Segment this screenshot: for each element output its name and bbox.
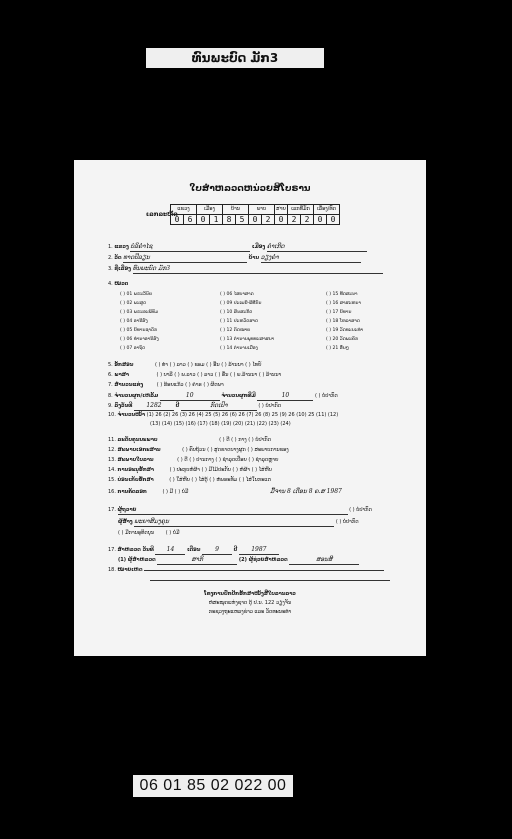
category-option: ( ) 06 ທຳນາອານິສົງ xyxy=(120,337,159,342)
survey-month: 9 xyxy=(202,547,232,555)
field-num: 3. xyxy=(108,266,113,272)
condition-options: ( ) ດີ ( ) ປານກາງ ( ) ຊຳລຸດເປື່ອຍ ( ) ຊຳລຸດຫຼາຍ xyxy=(177,457,279,463)
surveyor-2: ສອນສີ xyxy=(289,557,359,565)
script-options: ( ) ທຳ ( ) ລາວ ( ) ຂອມ ( ) ອື່ນ ( ) ລ້ານນາ ( ) ໄທຍ໌ xyxy=(154,362,262,368)
field-num: 10. xyxy=(108,412,116,418)
code-digit: 0 xyxy=(197,215,210,225)
code-label: ເລກລະຫັດ xyxy=(146,211,178,218)
copying-options: ( ) ມີ ( ) ບໍ່ມີ xyxy=(162,489,189,495)
title-value: ທົນພະບົດ ມັກ3 xyxy=(133,266,383,274)
field-pages xyxy=(108,413,338,419)
bundle-present: 10 xyxy=(257,393,313,401)
field-num: 9. xyxy=(108,403,113,409)
field-num: 14. xyxy=(108,467,116,473)
field-remarks xyxy=(108,568,384,574)
field-label: ເມືອງ xyxy=(252,244,266,250)
field-label: (2) ຜູ້ຊ່ວຍສຳຫລວດ xyxy=(238,557,288,563)
survey-day: 14 xyxy=(155,547,185,555)
date-year: 1282 xyxy=(134,403,174,411)
field-label: ໝວດ xyxy=(114,281,129,287)
field-label: ຈຳນວນຜູກ/ເຫລັ້ມ xyxy=(114,393,159,399)
field-label: (1) ຜູ້ສຳຫລວດ xyxy=(118,557,156,563)
copying-date: ມື້ຈານ 8 ເດືອນ 8 ຄ.ສ 1987 xyxy=(269,488,342,495)
category-option: ( ) 01 ພຣະວິນັຍ xyxy=(120,292,153,297)
field-bundles xyxy=(108,393,338,401)
field-num: 18. xyxy=(108,567,116,573)
code-digit: 1 xyxy=(210,215,223,225)
code-header: ສາຍ xyxy=(275,205,288,215)
creator-value: ພະຍາສີມງຄຸນ xyxy=(134,519,334,527)
category-option: ( ) 06 ໄສຍາສາດ xyxy=(220,292,254,297)
date-cycle: ກົດເປົາ xyxy=(181,403,257,411)
bundle-count: 10 xyxy=(160,393,220,401)
field-num: 16. xyxy=(108,489,116,495)
footer-project: ໂຄງການປົກປັກຮັກສາໜັງສືໃບລານລາວ xyxy=(204,591,296,597)
code-digit: 0 xyxy=(314,215,327,225)
field-label: ຈຳນວນຜູກທີ່ມີ xyxy=(221,393,256,399)
surveyor-1: ສາກິ xyxy=(157,557,237,565)
field-label: ອັກສອນ xyxy=(114,362,134,368)
survey-year: 1987 xyxy=(239,547,279,555)
code-digit: 8 xyxy=(223,215,236,225)
field-completeness xyxy=(108,448,289,454)
category-option: ( ) 15 ທີດສະນາ xyxy=(326,292,358,297)
province-value: ບໍລິຄຳໄຊ xyxy=(130,244,250,252)
field-creator xyxy=(118,519,359,527)
code-digit: 0 xyxy=(327,215,340,225)
field-label: ການຄັດລອກ xyxy=(117,489,147,495)
field-num: 15. xyxy=(108,477,116,483)
category-option: ( ) 17 ນິທານ xyxy=(326,310,352,315)
category-option: ( ) 09 ປະເພນີ-ພີທີກັນ xyxy=(220,301,262,306)
field-num: 5. xyxy=(108,362,113,368)
category-option: ( ) 21 ອື່ນໆ xyxy=(326,346,349,351)
category-option: ( ) 07 ອາຖັດ xyxy=(120,346,146,351)
field-date xyxy=(108,403,281,411)
language-options: ( ) ບາລີ ( ) ພ.ລາວ ( ) ລາວ ( ) ອື່ນ ( ) ພ.ລ້ານນາ ( ) ລ້ານນາ xyxy=(156,372,282,378)
field-label: ລົງວັນທີ xyxy=(114,403,133,409)
field-label: ຊື່ເລື່ອງ xyxy=(114,266,131,272)
field-quality xyxy=(108,438,271,444)
code-digit: 2 xyxy=(288,215,301,225)
field-label: ວັດ xyxy=(114,255,122,261)
field-label: ບ່ອນເກັບຮັກສາ xyxy=(117,477,154,483)
field-label: ບ້ານ xyxy=(248,255,260,261)
field-survey-date xyxy=(108,547,279,555)
field-province xyxy=(108,244,367,252)
field-num: 1. xyxy=(108,244,113,250)
code-digit: 2 xyxy=(301,215,314,225)
field-num: 12. xyxy=(108,447,116,453)
style-options: ( ) ຮ້ອຍແກ້ວ ( ) ຄຳຣ ( ) ຜິດພາ xyxy=(156,382,224,388)
field-label: ປີ xyxy=(233,547,238,553)
field-num: 13. xyxy=(108,457,116,463)
category-option: ( ) 16 ສາສະຫນາ xyxy=(326,301,361,306)
remarks-line-2 xyxy=(150,578,390,584)
category-option: ( ) 20 ວັດພະຄົກ xyxy=(326,337,359,342)
field-num: 4. xyxy=(108,281,113,287)
form-title: ໃບສຳຫລວດຫນ່ວຍສີໂບຣານ xyxy=(189,184,311,194)
code-table xyxy=(170,204,340,225)
field-title xyxy=(108,266,383,274)
category-option: ( ) 05 ນິທານຊາດົກ xyxy=(120,328,158,333)
field-surveyors xyxy=(118,557,359,565)
field-category xyxy=(108,282,128,288)
field-label: ສະພາບເອກະສານ xyxy=(117,447,161,453)
no-dedication-option: ( ) ບໍ່ມີ xyxy=(165,530,180,536)
quality-options: ( ) ດີ ( ) ກາງ ( ) ບໍ່ປາກົດ xyxy=(219,437,271,443)
category-option: ( ) 18 ໂຫລາສາດ xyxy=(326,319,360,324)
code-digit: 0 xyxy=(249,215,262,225)
field-label: ເດືອນ xyxy=(187,547,201,553)
category-option: ( ) 10 ສັນສະກິດ xyxy=(220,310,253,315)
remarks-line xyxy=(144,570,384,571)
field-num: 17. xyxy=(108,547,116,553)
district-value: ຄໍາເກີດ xyxy=(267,244,367,252)
completeness-options: ( ) ຄົບຖ້ວນ ( ) ສູດຂາດບາງຜູກ ( ) ສະພາບການຂອງ xyxy=(182,447,289,453)
footer-ministry: ກະຊວງຖະແຫລງຂ່າວ ແລະ ວັດທະນະທຳ xyxy=(208,609,292,615)
field-label: ແຂວງ xyxy=(114,244,129,250)
field-label: ລະດັບຄຸນນະພາບ xyxy=(117,437,158,443)
category-option: ( ) 11 ປະຫວັດສາດ xyxy=(220,319,259,324)
code-header: ບ້ານ xyxy=(223,205,249,215)
field-label: ສຳຫລວດ ວັນທີ xyxy=(117,547,154,553)
code-header: ເລກທີ່ມັກ xyxy=(288,205,314,215)
field-storage xyxy=(108,478,271,484)
village-value: ວຽງຄໍາ xyxy=(261,255,361,263)
temple-value: ທາດປີລຽນ xyxy=(123,255,247,263)
field-num: 2. xyxy=(108,255,113,261)
field-label: ການອະນຸຮັກສາ xyxy=(117,467,154,473)
unknown-option: ( ) ບໍ່ປາກົດ xyxy=(258,403,282,409)
field-num: 7. xyxy=(108,382,113,388)
unknown-option: ( ) ບໍ່ປາກົດ xyxy=(335,519,359,525)
code-digit: 6 xyxy=(184,215,197,225)
field-label: ຜູ້ສ້າງ xyxy=(118,519,133,525)
field-label: ຈຳນວນໜ້າ xyxy=(117,412,146,418)
survey-form xyxy=(74,160,426,656)
page-counts: (1) 26 (2) 26 (3) 26 (4) 25 (5) 26 (6) 26 (7) 26 (8) 25 (9) 26 (10) 25 (11) (12) xyxy=(146,412,339,418)
field-script xyxy=(108,363,261,369)
field-condition xyxy=(108,458,278,464)
microfilm-code-label: 06 01 85 02 022 00 xyxy=(133,775,293,797)
code-digit: 2 xyxy=(262,215,275,225)
code-header: ເມືອງ xyxy=(197,205,223,215)
field-label: ປີ xyxy=(175,403,180,409)
field-language xyxy=(108,373,281,379)
unknown-option: ( ) ບໍ່ປາກົດ xyxy=(315,393,338,399)
category-option: ( ) 13 ຕຳນານພຸທທະສາສນາ xyxy=(220,337,275,342)
preservation-options: ( ) ປະກຸບຫໍ່ຜ້າ ( ) ມີໄມ້ປະກັບ ( ) ຫໍ່ຜ້າ ( ) ໄສ່ຫີບ xyxy=(169,467,272,473)
field-label: ສຳນວນແຕ່ງ xyxy=(114,382,144,388)
code-header: ເລື່ອງ/ທົດ xyxy=(314,205,340,215)
category-option: ( ) 04 ອານີສົງ xyxy=(120,319,148,324)
category-option: ( ) 03 ພຣະອະພິທັມ xyxy=(120,310,159,315)
code-digit: 0 xyxy=(171,215,184,225)
field-num: 17. xyxy=(108,507,116,513)
microfilm-title-label: ທົນພະບົດ ມັກ3 xyxy=(146,48,324,68)
field-preservation xyxy=(108,468,272,474)
code-header: ແຂວງ xyxy=(171,205,197,215)
field-label: ສະພາບໃບລານ xyxy=(117,457,154,463)
category-option: ( ) 14 ຕຳນານເມືອງ xyxy=(220,346,258,351)
field-style xyxy=(108,383,224,389)
field-num: 6. xyxy=(108,372,113,378)
code-header: ພາບ xyxy=(249,205,275,215)
field-copying xyxy=(108,489,342,496)
category-option: ( ) 02 ພະສູດ xyxy=(120,301,147,306)
code-digit: 5 xyxy=(236,215,249,225)
field-label: ພາສາ xyxy=(114,372,129,378)
field-num: 11. xyxy=(108,437,116,443)
dedication-option: ( ) ມີການອຸທິດບຸນ xyxy=(118,530,155,536)
field-temple xyxy=(108,255,361,263)
field-dedication xyxy=(118,531,179,537)
category-option: ( ) 19 ວັດທະນະທຳ xyxy=(326,328,364,333)
storage-options: ( ) ໃສ່ຫີບ ( ) ໄສ່ຕູ້ ( ) ຫໍພຣະທັມ ( ) ໄສ່ໃນກະແຕ xyxy=(169,477,271,483)
field-donor xyxy=(108,508,372,515)
code-digit: 0 xyxy=(275,215,288,225)
field-num: 8. xyxy=(108,393,113,399)
field-label: ຜູ້ຖວາຍ xyxy=(118,508,348,515)
field-label: ໝາຍເຫດ xyxy=(117,567,143,573)
unknown-option: ( ) ບໍ່ປາກົດ xyxy=(349,507,372,513)
footer-address: ຫໍສະໝຸດແຫ່ງຊາດ ຕູ້ ປ.ນ. 122 ວຽງຈັນ xyxy=(208,600,292,606)
field-pages-cont: (13) (14) (15) (16) (17) (18) (19) (20) (21) (22) (23) (24) xyxy=(150,421,291,427)
category-option: ( ) 12 ກົດໝາຍ xyxy=(220,328,251,333)
